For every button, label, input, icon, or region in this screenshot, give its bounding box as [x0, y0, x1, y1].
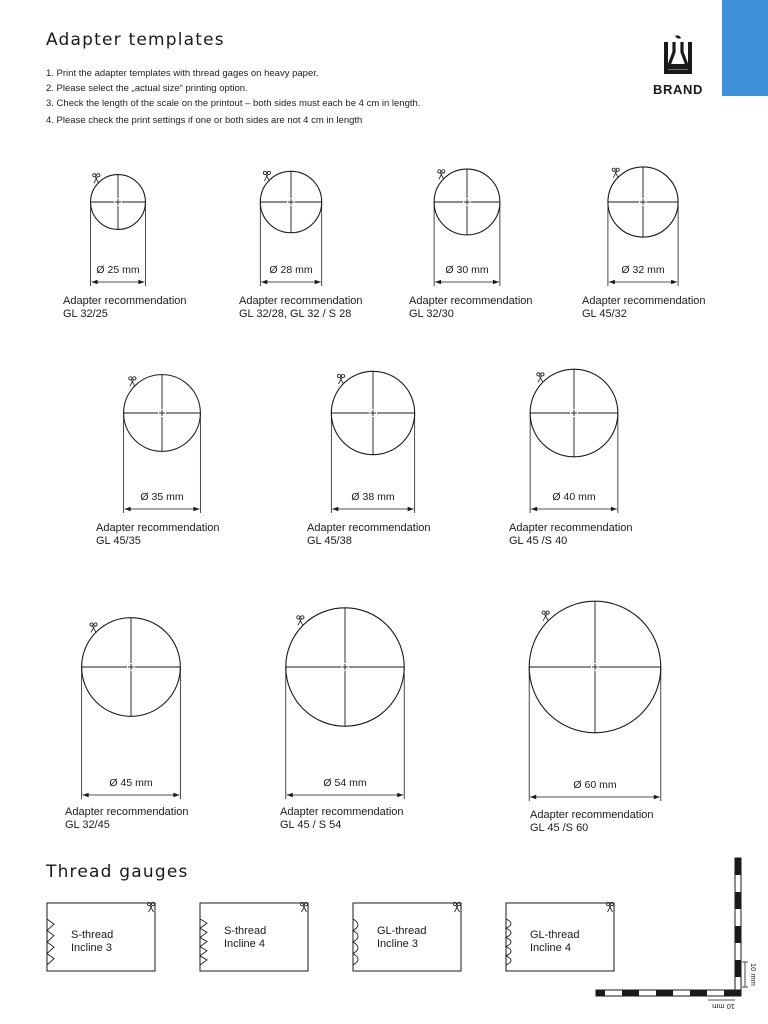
recommendation-code: GL 32/45 [65, 818, 110, 831]
thread-gauge-label [530, 929, 580, 954]
adapter-recommendation [239, 295, 363, 320]
recommendation-code: GL 45/32 [582, 307, 627, 320]
diameter-label: Ø 38 mm [351, 491, 395, 503]
scissors-icon [297, 616, 304, 626]
recommendation-code: GL 45 /S 40 [509, 534, 568, 547]
recommendation-title: Adapter recommendation [509, 522, 633, 534]
scissors-icon [438, 170, 445, 180]
recommendation-code: GL 45 / S 54 [280, 818, 342, 831]
recommendation-title: Adapter recommendation [409, 295, 533, 307]
adapter-recommendation [409, 295, 533, 320]
scissors-icon [147, 902, 154, 912]
instruction-item: 3. Check the length of the scale on the printout – both sides must each be 4 cm in length. [46, 98, 421, 109]
adapter-template [286, 608, 404, 799]
thread-incline: Incline 3 [71, 941, 112, 954]
recommendation-title: Adapter recommendation [307, 522, 431, 534]
scissors-icon [90, 623, 97, 633]
recommendation-title: Adapter recommendation [96, 522, 220, 534]
thread-gauge-label [224, 925, 266, 950]
diameter-label: Ø 30 mm [445, 264, 489, 276]
brand-name: BRAND [653, 82, 703, 97]
thread-gauge-label [71, 929, 113, 954]
adapter-template [608, 167, 678, 286]
recommendation-code: GL 32/25 [63, 307, 108, 320]
diameter-label: Ø 35 mm [140, 491, 184, 503]
adapter-template [124, 375, 201, 513]
scissors-icon [537, 373, 544, 383]
recommendation-title: Adapter recommendation [63, 295, 187, 307]
scale-horizontal-label: 10 mm [712, 1002, 735, 1011]
adapter-template [82, 618, 181, 799]
recommendation-title: Adapter recommendation [530, 809, 654, 821]
scissors-icon [612, 168, 619, 178]
recommendation-title: Adapter recommendation [239, 295, 363, 307]
diameter-label: Ø 45 mm [109, 777, 153, 789]
adapter-template [260, 171, 321, 286]
diameter-label: Ø 40 mm [552, 491, 596, 503]
recommendation-code: GL 45/35 [96, 534, 141, 547]
adapter-template [434, 169, 500, 286]
adapter-template [529, 601, 661, 801]
thread-type: S-thread [71, 929, 114, 941]
thread-incline: Incline 4 [224, 937, 265, 950]
scissors-icon [542, 611, 549, 621]
thread-type: GL-thread [377, 925, 427, 937]
instruction-item: 4. Please check the print settings if one or both sides are not 4 cm in length [46, 115, 363, 126]
adapter-recommendation [96, 522, 220, 547]
adapter-recommendation [530, 809, 654, 834]
adapter-recommendation [65, 806, 189, 831]
thread-gauges-title: Thread gauges [46, 862, 189, 882]
recommendation-title: Adapter recommendation [582, 295, 706, 307]
scissors-icon [453, 902, 460, 912]
instruction-item: 2. Please select the „actual size“ printing option. [46, 83, 248, 94]
recommendation-code: GL 32/30 [409, 307, 454, 320]
diameter-label: Ø 60 mm [573, 779, 617, 791]
scale-vertical-label: 10 mm [749, 963, 758, 986]
thread-incline: Incline 3 [377, 937, 418, 950]
thread-incline: Incline 4 [530, 941, 571, 954]
adapter-recommendation [582, 295, 706, 320]
scissors-icon [337, 374, 344, 384]
scissors-icon [129, 377, 136, 387]
adapter-recommendation [63, 295, 187, 320]
scissors-icon [606, 902, 613, 912]
recommendation-code: GL 32/28, GL 32 / S 28 [239, 307, 352, 320]
adapter-recommendation [280, 806, 404, 831]
scissors-icon [300, 902, 307, 912]
recommendation-code: GL 45/38 [307, 534, 352, 547]
diameter-label: Ø 25 mm [96, 264, 140, 276]
thread-type: GL-thread [530, 929, 580, 941]
adapter-template [331, 371, 414, 513]
adapter-template [91, 174, 146, 286]
diameter-label: Ø 28 mm [269, 264, 313, 276]
recommendation-title: Adapter recommendation [280, 806, 404, 818]
diameter-label: Ø 54 mm [323, 777, 367, 789]
adapter-template [530, 369, 618, 513]
thread-type: S-thread [224, 925, 267, 937]
thread-gauge-label [377, 925, 427, 950]
instruction-item: 1. Print the adapter templates with thread gages on heavy paper. [46, 68, 319, 79]
adapter-recommendation [509, 522, 633, 547]
diameter-label: Ø 32 mm [621, 264, 665, 276]
page-title: Adapter templates [46, 30, 225, 50]
recommendation-code: GL 45 /S 60 [530, 821, 589, 834]
adapter-recommendation [307, 522, 431, 547]
recommendation-title: Adapter recommendation [65, 806, 189, 818]
